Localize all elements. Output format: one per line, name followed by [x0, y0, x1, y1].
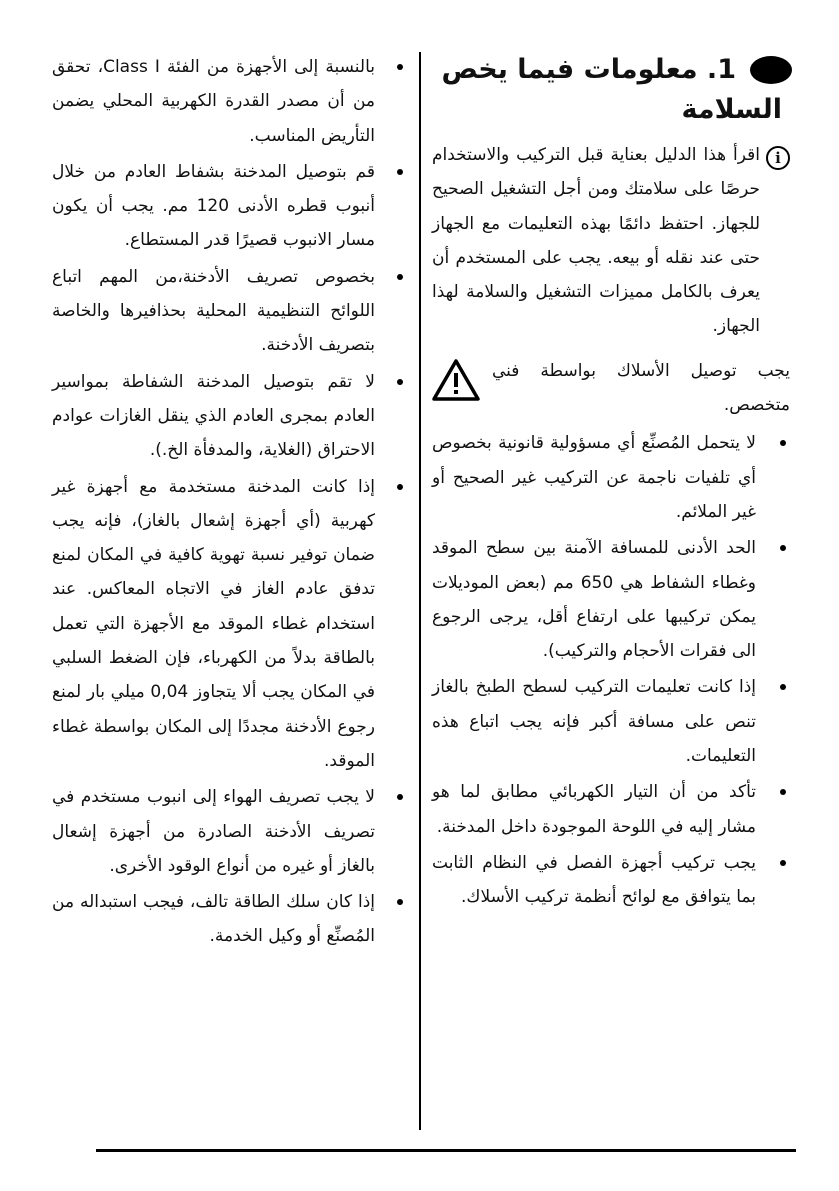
bullet-icon	[780, 545, 786, 551]
info-note-text: اقرأ هذا الدليل بعناية قبل التركيب والاستخدام حرصًا على سلامتك ومن أجل التشغيل الصحيح للجهاز. احتفظ دائمًا بهذه التعليمات مع الجهاز حتى عند نقله أو بيعه. يجب على المستخدم أن يعرف بالكامل مميزات التشغيل والسلامة لهذا الجهاز.	[432, 145, 760, 337]
list-item-text: الحد الأدنى للمسافة الآمنة بين سطح الموقد وغطاء الشفاط هي 650 مم (بعض الموديلات يمكن تركيبها على ارتفاع أقل، يرجى الرجوع الى فقرات الأحجام والتركيب).	[432, 538, 756, 662]
heading-line-2: السلامة	[681, 94, 782, 125]
list-item-text: قم بتوصيل المدخنة بشفاط العادم من خلال أنبوب قطره الأدنى 120 مم. يجب أن يكون مسار الانبوب قصيرًا قدر المستطاع.	[52, 161, 375, 251]
list-item	[52, 50, 407, 153]
list-item	[432, 670, 790, 773]
info-note	[432, 138, 790, 344]
section-heading	[432, 50, 790, 130]
warning-note-text: يجب توصيل الأسلاك بواسطة فني متخصص.	[492, 360, 790, 416]
list-item	[52, 155, 407, 258]
list-item	[432, 846, 790, 915]
list-item-text: لا تقم بتوصيل المدخنة الشفاطة بمواسير العادم بمجرى العادم الذي ينقل الغازات عوادم الاحتراق (الغلاية، والمدفأة الخ.).	[52, 371, 375, 461]
list-item	[52, 780, 407, 883]
list-item	[52, 885, 407, 954]
heading-bullet-icon	[750, 56, 792, 84]
bullet-icon	[397, 169, 403, 175]
list-item-text: إذا كانت المدخنة مستخدمة مع أجهزة غير كهربية (أي أجهزة إشعال بالغاز)، فإنه يجب ضمان توفير نسبة تهوية كافية في المكان لمنع تدفق عادم الغاز في الاتجاه المعاكس. عند استخدام غطاء الموقد مع الأجهزة التي تعمل بالطاقة بدلاً من الكهرباء، فإن الضغط السلبي في المكان يجب ألا يتجاوز 0,04 ميلي بار لمنع رجوع الأدخنة مجددًا إلى المكان بواسطة غطاء الموقد.	[52, 476, 375, 771]
list-item-text: إذا كانت تعليمات التركيب لسطح الطبخ بالغاز تنص على مسافة أكبر فإنه يجب اتباع هذه التعليمات.	[432, 677, 756, 767]
left-column	[52, 50, 407, 956]
bullet-icon	[780, 440, 786, 446]
list-item-text: لا يتحمل المُصنِّع أي مسؤولية قانونية بخصوص أي تلفيات ناجمة عن التركيب غير الصحيح أو غير الملائم.	[432, 433, 756, 522]
list-item-text: إذا كان سلك الطاقة تالف، فيجب استبداله من المُصنِّع أو وكيل الخدمة.	[52, 892, 375, 947]
list-item-text: بالنسبة إلى الأجهزة من الفئة Class I، تحقق من أن مصدر القدرة الكهربية المحلي يضمن التأريض المناسب.	[52, 57, 375, 146]
bullet-icon	[397, 64, 403, 70]
footer-rule	[96, 1149, 796, 1152]
bullet-icon	[780, 684, 786, 690]
warning-note	[432, 354, 790, 423]
bullet-icon	[780, 860, 786, 866]
list-item-text: لا يجب تصريف الهواء إلى انبوب مستخدم في تصريف الأدخنة الصادرة من أجهزة إشعال بالغاز أو غيره من أنواع الوقود الأخرى.	[52, 787, 375, 876]
list-item-text: يجب تركيب أجهزة الفصل في النظام الثابت بما يتوافق مع لوائح أنظمة تركيب الأسلاك.	[432, 852, 756, 908]
heading-line-1: 1. معلومات فيما يخص	[441, 54, 736, 85]
list-item-text: بخصوص تصريف الأدخنة،من المهم اتباع اللوائح التنظيمية المحلية بحذافيرها والخاصة بتصريف الأدخنة.	[52, 266, 375, 356]
column-divider	[419, 52, 421, 1130]
bullet-icon	[397, 899, 403, 905]
list-item	[432, 426, 790, 529]
list-item	[52, 260, 407, 363]
list-item-text: تأكد من أن التيار الكهربائي مطابق لما هو مشار إليه في اللوحة الموجودة داخل المدخنة.	[432, 782, 756, 837]
right-bullet-list	[432, 426, 790, 914]
bullet-icon	[397, 794, 403, 800]
info-icon: i	[766, 146, 790, 170]
left-bullet-list	[52, 50, 407, 954]
bullet-icon	[780, 789, 786, 795]
bullet-icon	[397, 274, 403, 280]
list-item	[432, 775, 790, 844]
bullet-icon	[397, 379, 403, 385]
list-item	[52, 470, 407, 779]
list-item	[432, 531, 790, 668]
warning-triangle-icon	[432, 358, 480, 402]
right-column	[432, 50, 790, 917]
bullet-icon	[397, 484, 403, 490]
list-item	[52, 365, 407, 468]
